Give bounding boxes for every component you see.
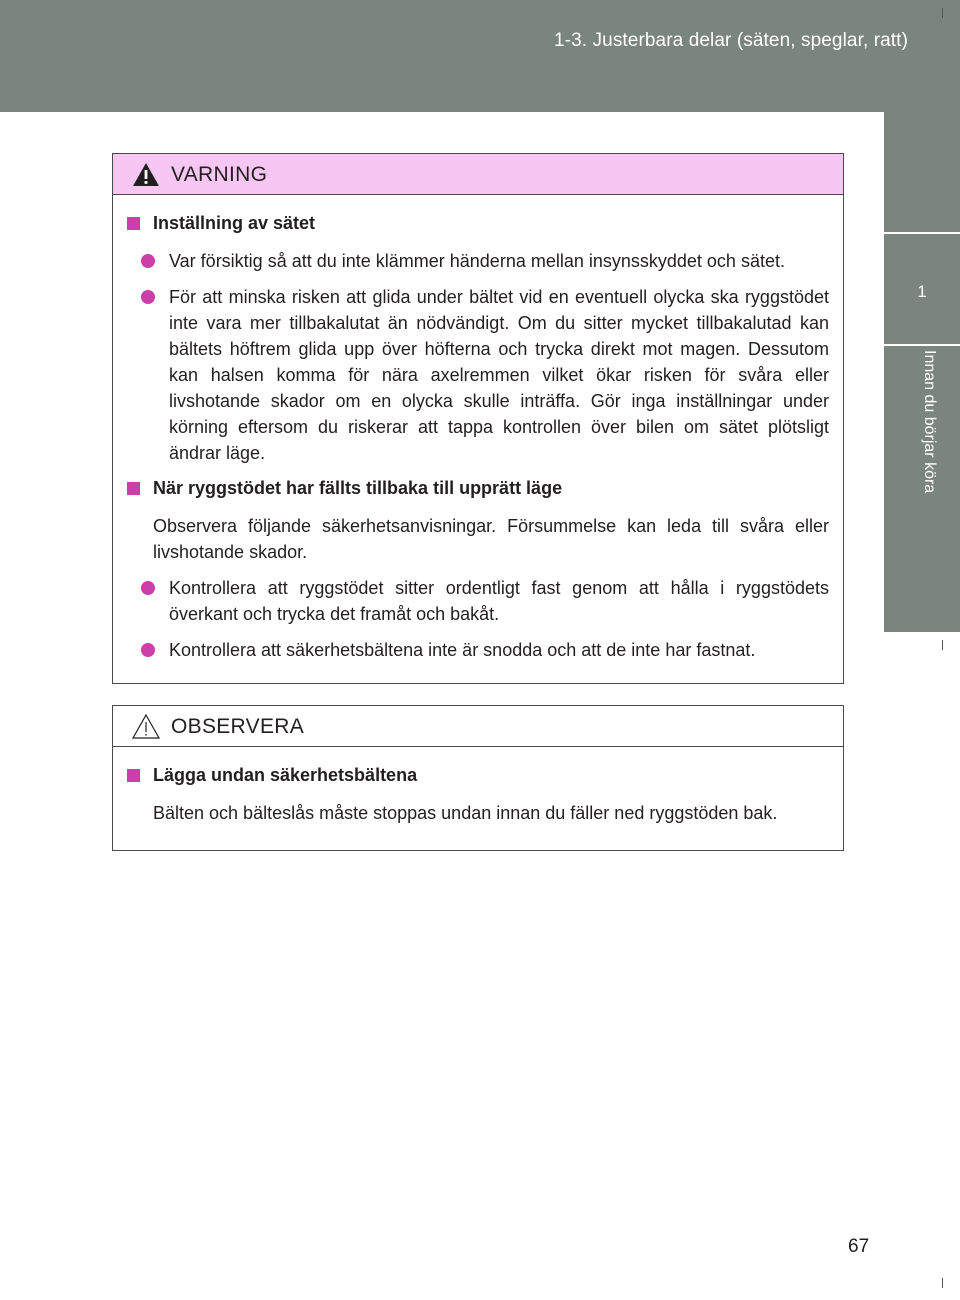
- square-bullet-icon: [127, 217, 140, 230]
- warning-box: [112, 153, 844, 684]
- page-header: [0, 0, 960, 112]
- warning-header: [113, 154, 843, 195]
- crop-mark: [942, 1278, 943, 1288]
- crop-mark: [942, 640, 943, 650]
- notice-box: [112, 705, 844, 851]
- round-bullet-icon: [141, 581, 155, 595]
- round-bullet-icon: [141, 254, 155, 268]
- warning-title: VARNING: [171, 163, 268, 186]
- round-bullet-icon: [141, 643, 155, 657]
- list-item: Kontrollera att säkerhetsbältena inte är snodda och att de inte har fastnat.: [127, 637, 829, 663]
- notice-body: [113, 747, 843, 850]
- notice-title: OBSERVERA: [171, 715, 305, 738]
- section-heading: Inställning av sätet: [127, 211, 829, 236]
- warning-body: [113, 195, 843, 683]
- section-heading: Lägga undan säkerhetsbältena: [127, 763, 829, 788]
- warning-triangle-icon: [131, 161, 161, 188]
- round-bullet-icon: [141, 290, 155, 304]
- paragraph: Observera följande säkerhetsanvisningar. Försummelse kan leda till svåra eller livshotande skador.: [153, 516, 829, 562]
- chapter-label: Innan du börjar köra: [921, 350, 938, 494]
- chapter-number-tab: [884, 232, 960, 346]
- page-number: 67: [848, 1236, 870, 1257]
- paragraph: Bälten och bälteslås måste stoppas undan innan du fäller ned ryggstöden bak.: [153, 803, 778, 823]
- square-bullet-icon: [127, 482, 140, 495]
- caution-triangle-icon: [131, 713, 161, 740]
- square-bullet-icon: [127, 769, 140, 782]
- list-item: Var försiktig så att du inte klämmer händerna mellan insynsskyddet och sätet.: [127, 248, 829, 274]
- crop-mark: [942, 8, 943, 18]
- notice-header: [113, 706, 843, 747]
- list-item: För att minska risken att glida under bältet vid en eventuell olycka ska ryggstödet inte vara mer tillbakalutat än nödvändigt. Om du sitter mycket tillbakalutad kan bältets höftrem glida upp över höfterna och trycka direkt mot magen. Dessutom kan halsen komma för nära axelremmen vilket ökar risken för svåra eller livshotande skador om en olycka skulle inträffa. Gör inga inställningar under körning eftersom du riskerar att tappa kontrollen över bilen om sätet plötsligt ändrar läge.: [127, 284, 829, 466]
- chapter-number: 1: [917, 282, 927, 301]
- section-title: 1-3. Justerbara delar (säten, speglar, ratt): [554, 30, 908, 51]
- section-heading: När ryggstödet har fällts tillbaka till upprätt läge: [127, 476, 829, 501]
- list-item: Kontrollera att ryggstödet sitter ordentligt fast genom att hålla i ryggstödets överkant och trycka det framåt och bakåt.: [127, 575, 829, 627]
